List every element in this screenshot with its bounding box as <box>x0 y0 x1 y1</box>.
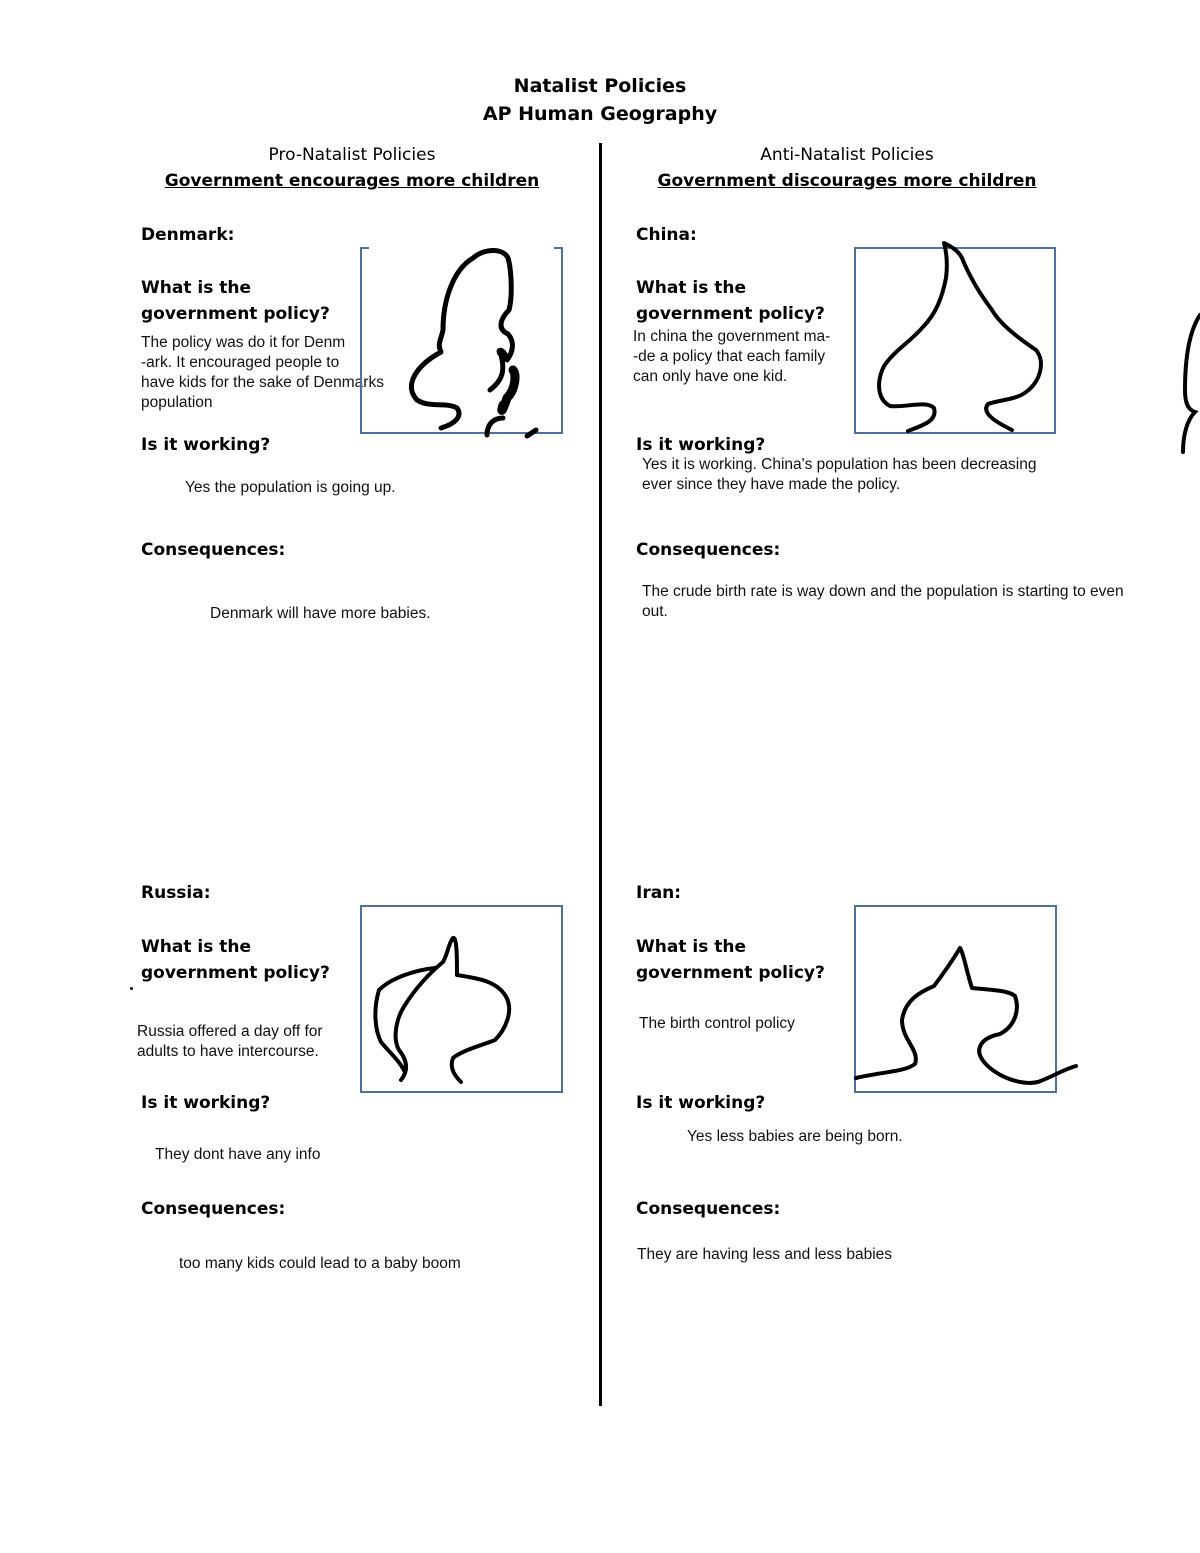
policy-question-line-1: What is the <box>141 278 251 298</box>
policy-answer-line: can only have one kid. <box>633 368 788 385</box>
working-answer-line: ever since they have made the policy. <box>642 476 901 493</box>
policy-question-line-2: government policy? <box>636 963 825 983</box>
map-outline <box>879 243 1041 431</box>
anti-natalist-heading: Anti-Natalist Policies <box>760 145 934 165</box>
consequences-answer: too many kids could lead to a baby boom <box>179 1255 461 1272</box>
map-outline-fragment <box>527 430 536 436</box>
policy-question-line-1: What is the <box>636 937 746 957</box>
map-outline <box>411 251 512 429</box>
working-question: Is it working? <box>141 435 271 455</box>
working-answer-line: Yes it is working. China's population has been decreasing <box>642 456 1037 473</box>
map-outline <box>856 948 1076 1083</box>
policy-answer-line: The policy was do it for Denm <box>141 334 346 351</box>
policy-answer-line: adults to have intercourse. <box>137 1043 319 1060</box>
working-answer: They dont have any info <box>155 1146 321 1163</box>
policy-answer-line: -ark. It encouraged people to <box>141 354 340 371</box>
working-answer: Yes less babies are being born. <box>687 1128 903 1145</box>
policy-question-line-2: government policy? <box>141 963 330 983</box>
russia-map-drawing <box>355 900 570 1100</box>
consequences-label: Consequences: <box>141 1199 286 1219</box>
iran-map-drawing <box>850 900 1080 1100</box>
map-frame <box>855 906 1056 1092</box>
policy-question <box>636 934 825 986</box>
working-question: Is it working? <box>636 435 766 455</box>
policy-question-line-1: What is the <box>636 278 746 298</box>
consequences-label: Consequences: <box>636 1199 781 1219</box>
policy-question-line-2: government policy? <box>141 304 330 324</box>
working-question: Is it working? <box>141 1093 271 1113</box>
policy-answer-line: Russia offered a day off for <box>137 1023 323 1040</box>
map-frame <box>361 248 562 433</box>
policy-answer-line: population <box>141 394 213 411</box>
consequences-answer: Denmark will have more babies. <box>210 605 431 622</box>
policy-question-line-1: What is the <box>141 937 251 957</box>
stray-pen-stroke <box>1175 310 1200 455</box>
consequences-answer-line: The crude birth rate is way down and the population is starting to even <box>642 583 1124 600</box>
map-frame <box>361 906 562 1092</box>
consequences-answer: They are having less and less babies <box>637 1246 893 1263</box>
policy-answer <box>141 333 384 413</box>
policy-question <box>636 275 825 327</box>
page-subtitle: AP Human Geography <box>482 103 718 125</box>
pro-natalist-subheading: Government encourages more children <box>164 171 540 191</box>
policy-answer-line: -de a policy that each family <box>633 348 826 365</box>
policy-answer-line: In china the government ma- <box>633 328 831 345</box>
pro-natalist-heading: Pro-Natalist Policies <box>268 145 436 165</box>
working-question: Is it working? <box>636 1093 766 1113</box>
china-map-drawing <box>850 238 1060 440</box>
anti-natalist-subheading: Government discourages more children <box>657 171 1037 191</box>
column-divider <box>599 143 602 1406</box>
consequences-label: Consequences: <box>141 540 286 560</box>
consequences-answer-line: out. <box>642 603 668 620</box>
pen-stroke <box>1183 315 1200 452</box>
policy-question <box>141 934 330 986</box>
policy-answer: The birth control policy <box>639 1015 795 1032</box>
stray-dot <box>130 987 133 990</box>
working-answer <box>642 455 1036 495</box>
working-answer: Yes the population is going up. <box>185 479 396 496</box>
policy-question <box>141 275 330 327</box>
country-name: China: <box>636 225 697 245</box>
country-name: Iran: <box>636 883 682 903</box>
denmark-map-drawing <box>355 240 575 445</box>
consequences-label: Consequences: <box>636 540 781 560</box>
policy-answer <box>137 1022 323 1062</box>
policy-answer-line: have kids for the sake of Denmarks <box>141 374 384 391</box>
consequences-answer <box>642 582 1124 622</box>
page-title: Natalist Policies <box>513 75 687 97</box>
policy-question-line-2: government policy? <box>636 304 825 324</box>
policy-answer <box>633 327 830 387</box>
map-outline <box>396 938 510 1082</box>
country-name: Denmark: <box>141 225 235 245</box>
country-name: Russia: <box>141 883 211 903</box>
